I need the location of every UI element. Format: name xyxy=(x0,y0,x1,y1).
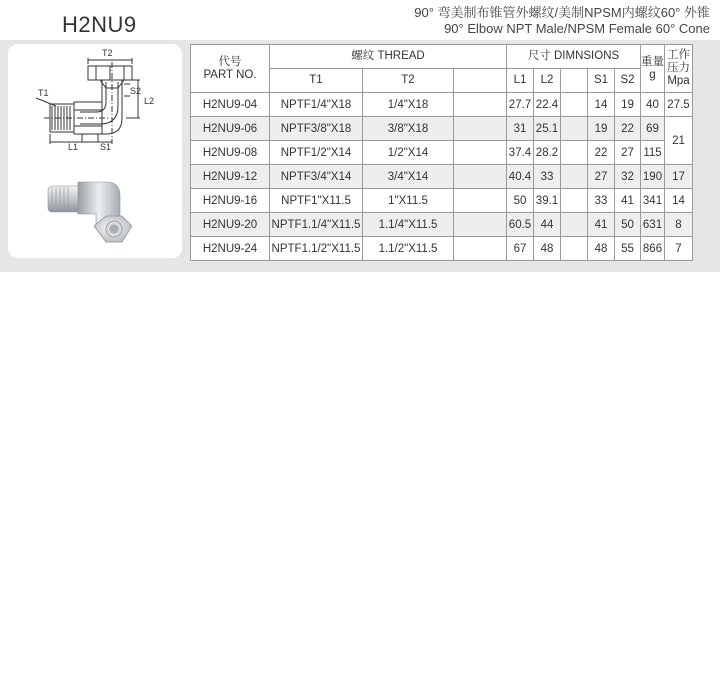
cell-s1: 19 xyxy=(588,117,615,141)
table-row xyxy=(191,189,693,213)
cell-t1: NPTF1/4"X18 xyxy=(270,93,363,117)
header-pressure-cn2: 压力 xyxy=(667,62,690,74)
cell-blank xyxy=(454,117,507,141)
header-pressure xyxy=(665,45,693,93)
cell-blank xyxy=(454,165,507,189)
cell-t2: 1/4"X18 xyxy=(363,93,454,117)
cell-s2: 50 xyxy=(615,213,641,237)
cell-blank xyxy=(454,213,507,237)
cell-s1: 33 xyxy=(588,189,615,213)
cell-part: H2NU9-20 xyxy=(191,213,270,237)
cell-part: H2NU9-16 xyxy=(191,189,270,213)
cell-l2: 33 xyxy=(534,165,561,189)
header-part-no-en: PART NO. xyxy=(203,68,257,81)
header-dimensions: 尺寸 DIMNSIONS xyxy=(507,45,641,69)
product-code-title: H2NU9 xyxy=(62,12,137,37)
cell-t1: NPTF1"X11.5 xyxy=(270,189,363,213)
cell-weight: 866 xyxy=(641,237,665,261)
cell-l1: 50 xyxy=(507,189,534,213)
header-t2: T2 xyxy=(363,69,454,93)
product-photo xyxy=(8,154,182,254)
cell-s1: 41 xyxy=(588,213,615,237)
cell-t1: NPTF1.1/2"X11.5 xyxy=(270,237,363,261)
cell-t2: 1.1/2"X11.5 xyxy=(363,237,454,261)
table-row xyxy=(191,237,693,261)
header-weight-unit: g xyxy=(649,68,656,81)
product-image-card xyxy=(8,44,182,258)
cell-l1: 60.5 xyxy=(507,213,534,237)
cell-part: H2NU9-04 xyxy=(191,93,270,117)
cell-l2: 44 xyxy=(534,213,561,237)
cell-l1: 27.7 xyxy=(507,93,534,117)
cell-pressure: 17 xyxy=(665,165,693,189)
cell-l2: 22.4 xyxy=(534,93,561,117)
cell-t2: 3/4"X14 xyxy=(363,165,454,189)
cell-blank xyxy=(561,213,588,237)
description-cn: 90° 弯美制布锥管外螺纹/美制NPSM内螺纹60° 外锥 xyxy=(414,5,710,20)
spec-table xyxy=(190,44,693,261)
table-row xyxy=(191,213,693,237)
cell-weight: 40 xyxy=(641,93,665,117)
cell-s2: 22 xyxy=(615,117,641,141)
cell-s2: 27 xyxy=(615,141,641,165)
cell-l2: 39.1 xyxy=(534,189,561,213)
cell-l1: 67 xyxy=(507,237,534,261)
table-row xyxy=(191,117,693,141)
cell-s2: 55 xyxy=(615,237,641,261)
header-dim-blank xyxy=(561,69,588,93)
cell-part: H2NU9-08 xyxy=(191,141,270,165)
cell-s2: 41 xyxy=(615,189,641,213)
dim-label-t2: T2 xyxy=(102,48,113,58)
cell-weight: 115 xyxy=(641,141,665,165)
cell-blank xyxy=(454,93,507,117)
header-l1: L1 xyxy=(507,69,534,93)
cell-part: H2NU9-06 xyxy=(191,117,270,141)
cell-part: H2NU9-12 xyxy=(191,165,270,189)
cell-s1: 14 xyxy=(588,93,615,117)
cell-t1: NPTF1.1/4"X11.5 xyxy=(270,213,363,237)
cell-t1: NPTF3/8"X18 xyxy=(270,117,363,141)
cell-weight: 631 xyxy=(641,213,665,237)
product-description xyxy=(414,5,710,37)
header-s2: S2 xyxy=(615,69,641,93)
technical-drawing xyxy=(8,44,182,152)
cell-l2: 28.2 xyxy=(534,141,561,165)
header-l2: L2 xyxy=(534,69,561,93)
cell-blank xyxy=(561,141,588,165)
cell-part: H2NU9-24 xyxy=(191,237,270,261)
header-s1: S1 xyxy=(588,69,615,93)
cell-pressure: 21 xyxy=(665,117,693,165)
dim-label-s1: S1 xyxy=(100,142,112,152)
cell-t2: 1.1/4"X11.5 xyxy=(363,213,454,237)
cell-pressure: 27.5 xyxy=(665,93,693,117)
cell-pressure: 8 xyxy=(665,213,693,237)
cell-pressure: 7 xyxy=(665,237,693,261)
cell-weight: 190 xyxy=(641,165,665,189)
cell-pressure: 14 xyxy=(665,189,693,213)
table-row xyxy=(191,165,693,189)
cell-blank xyxy=(561,165,588,189)
cell-t2: 3/8"X18 xyxy=(363,117,454,141)
cell-l1: 37.4 xyxy=(507,141,534,165)
header-thread: 螺纹 THREAD xyxy=(270,45,507,69)
header-weight xyxy=(641,45,665,93)
header-part-no-cn: 代号 xyxy=(218,55,242,68)
cell-blank xyxy=(561,93,588,117)
cell-s2: 32 xyxy=(615,165,641,189)
header-thread-blank xyxy=(454,69,507,93)
dim-label-l1: L1 xyxy=(68,142,79,152)
cell-s1: 22 xyxy=(588,141,615,165)
cell-blank xyxy=(454,141,507,165)
cell-l1: 31 xyxy=(507,117,534,141)
header-pressure-unit: Mpa xyxy=(667,75,690,87)
cell-l2: 48 xyxy=(534,237,561,261)
cell-blank xyxy=(561,117,588,141)
cell-weight: 69 xyxy=(641,117,665,141)
dim-label-t1: T1 xyxy=(38,88,49,98)
cell-blank xyxy=(454,237,507,261)
header-part-no xyxy=(191,45,270,93)
cell-blank xyxy=(561,189,588,213)
header-weight-cn: 重量 xyxy=(641,55,664,68)
cell-t2: 1/2"X14 xyxy=(363,141,454,165)
cell-s1: 27 xyxy=(588,165,615,189)
table-row xyxy=(191,93,693,117)
description-en: 90° Elbow NPT Male/NPSM Female 60° Cone xyxy=(444,21,710,36)
cell-blank xyxy=(454,189,507,213)
header-t1: T1 xyxy=(270,69,363,93)
cell-weight: 341 xyxy=(641,189,665,213)
dim-label-s2: S2 xyxy=(130,86,142,96)
cell-t2: 1"X11.5 xyxy=(363,189,454,213)
cell-s1: 48 xyxy=(588,237,615,261)
header-pressure-cn1: 工作 xyxy=(667,49,690,61)
cell-s2: 19 xyxy=(615,93,641,117)
cell-t1: NPTF3/4"X14 xyxy=(270,165,363,189)
cell-l1: 40.4 xyxy=(507,165,534,189)
cell-t1: NPTF1/2"X14 xyxy=(270,141,363,165)
table-row xyxy=(191,141,693,165)
cell-l2: 25.1 xyxy=(534,117,561,141)
cell-blank xyxy=(561,237,588,261)
dim-label-l2: L2 xyxy=(144,96,155,106)
